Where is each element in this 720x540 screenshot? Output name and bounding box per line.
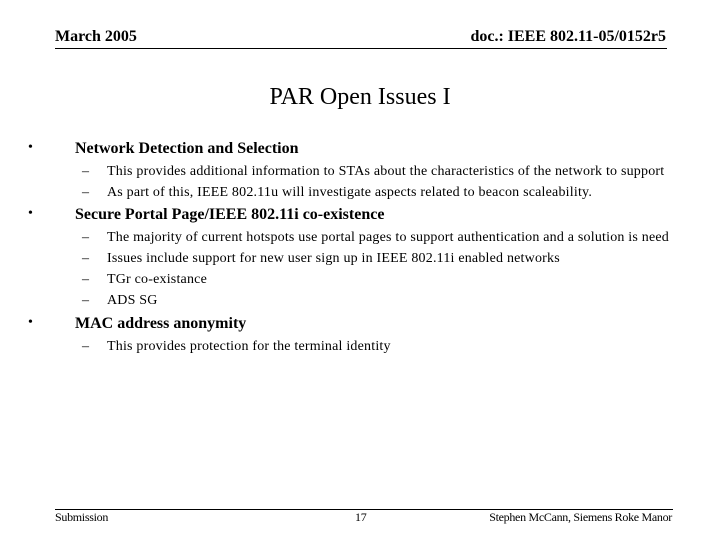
sub-bullet-text: ADS SG — [107, 293, 158, 308]
sub-bullet-text: This provides protection for the terminal identity — [107, 339, 391, 354]
bullet-text: MAC address anonymity — [75, 315, 247, 332]
page-number: 17 — [355, 510, 367, 524]
sub-bullet-text: As part of this, IEEE 802.11u will investigate aspects related to beacon scaleability. — [107, 185, 593, 200]
sub-bullet-text: This provides additional information to STAs about the characteristics of the network to support — [107, 164, 665, 179]
bullet-marker: • — [28, 140, 33, 155]
bullet-text: Secure Portal Page/IEEE 802.11i co-existence — [75, 206, 385, 223]
bullet-text: Network Detection and Selection — [75, 140, 299, 157]
sub-bullet-text: TGr co-existance — [107, 272, 207, 287]
header-date: March 2005 — [55, 28, 137, 45]
footer-submission: Submission — [55, 510, 109, 524]
sub-bullet-marker: – — [82, 272, 90, 287]
bullet-marker: • — [28, 315, 33, 330]
header-doc-id: doc.: IEEE 802.11-05/0152r5 — [470, 28, 666, 45]
sub-bullet-marker: – — [82, 164, 90, 179]
sub-bullet-text: The majority of current hotspots use portal pages to support authentication and a solution is need — [107, 230, 669, 245]
sub-bullet-marker: – — [82, 185, 90, 200]
footer-author: Stephen McCann, Siemens Roke Manor — [489, 510, 672, 524]
sub-bullet-text: Issues include support for new user sign up in IEEE 802.11i enabled networks — [107, 251, 560, 266]
bullet-marker: • — [28, 206, 33, 221]
sub-bullet-marker: – — [82, 230, 90, 245]
sub-bullet-marker: – — [82, 251, 90, 266]
slide-title: PAR Open Issues I — [269, 84, 451, 110]
sub-bullet-marker: – — [82, 293, 90, 308]
sub-bullet-marker: – — [82, 339, 90, 354]
